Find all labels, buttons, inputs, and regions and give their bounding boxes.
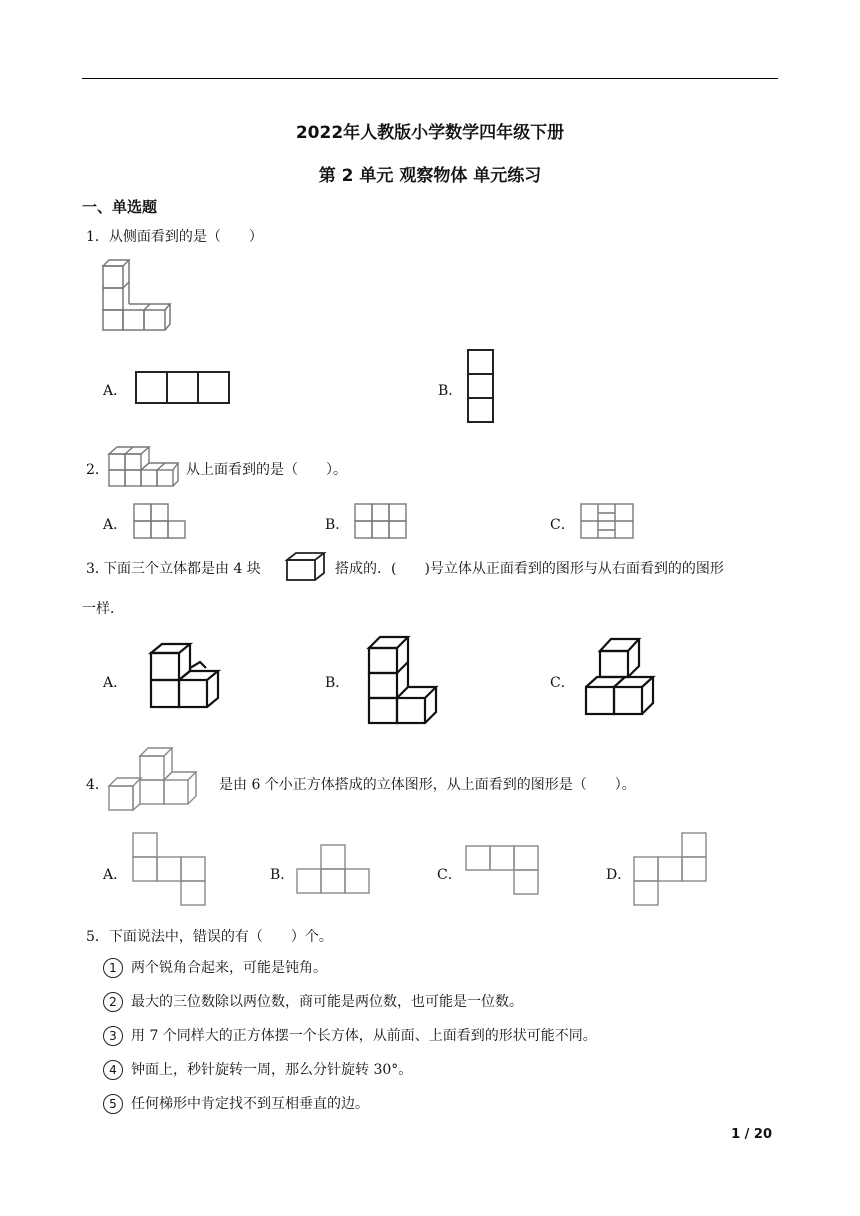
q4-option-d-figure[interactable] — [633, 832, 709, 908]
circled-number: 1 — [103, 958, 123, 978]
question-number: 5． — [86, 929, 109, 945]
q3-option-c-figure[interactable] — [583, 636, 663, 718]
page-number: 1 / 20 — [731, 1127, 772, 1142]
q4-solid-figure — [104, 742, 212, 816]
question-text: 下面说法中，错误的有（ ）个。 — [108, 929, 333, 945]
statement-3 — [103, 1025, 597, 1046]
header-rule — [82, 78, 778, 79]
q4-option-c-label[interactable]: C． — [437, 867, 462, 883]
question-text: 从侧面看到的是（ ） — [108, 229, 263, 245]
q3-option-b-label[interactable]: B． — [325, 675, 350, 691]
q2-option-c-label[interactable]: C． — [550, 517, 575, 533]
statement-1 — [103, 957, 327, 978]
q2-option-b-figure[interactable] — [354, 503, 410, 541]
q4-option-b-figure[interactable] — [296, 844, 372, 896]
question-3-text-line2: 一样． — [82, 601, 124, 617]
q4-option-b-label[interactable]: B． — [270, 867, 295, 883]
statement-text: 钟面上，秒针旋转一周，那么分针旋转 30°。 — [131, 1062, 413, 1078]
statement-5 — [103, 1093, 369, 1114]
statement-text: 两个锐角合起来，可能是钝角。 — [131, 960, 327, 976]
circled-number: 2 — [103, 992, 123, 1012]
statement-text: 用 7 个同样大的正方体摆一个长方体，从前面、上面看到的形状可能不同。 — [131, 1028, 597, 1044]
q1-option-b-figure[interactable] — [466, 348, 496, 426]
q1-solid-figure — [100, 258, 180, 334]
section-heading: 一、单选题 — [82, 198, 158, 216]
statement-text: 最大的三位数除以两位数，商可能是两位数，也可能是一位数。 — [131, 994, 523, 1010]
q1-option-a-figure[interactable] — [134, 370, 232, 406]
q3-option-c-label[interactable]: C． — [550, 675, 575, 691]
question-3-text-before: 下面三个立体都是由 4 块 — [103, 561, 261, 577]
statement-4 — [103, 1059, 412, 1080]
question-4-number: 4． — [86, 777, 109, 793]
statement-text: 任何梯形中肯定找不到互相垂直的边。 — [131, 1096, 369, 1112]
q3-option-b-figure[interactable] — [366, 634, 446, 726]
q3-option-a-label[interactable]: A． — [103, 675, 128, 691]
question-3-text-after: 搭成的．( )号立体从正面看到的图形与从右面看到的的图形 — [335, 561, 724, 577]
q2-option-b-label[interactable]: B． — [325, 517, 350, 533]
question-4-text: 是由 6 个小正方体搭成的立体图形，从上面看到的图形是（ ）。 — [219, 777, 636, 793]
circled-number: 5 — [103, 1094, 123, 1114]
page-subtitle: 第 2 单元 观察物体 单元练习 — [318, 166, 542, 186]
q2-option-a-figure[interactable] — [133, 503, 189, 541]
q2-solid-figure — [106, 443, 182, 491]
question-1 — [86, 226, 263, 246]
q4-option-a-figure[interactable] — [132, 832, 208, 908]
q4-option-a-label[interactable]: A． — [103, 867, 128, 883]
q1-option-b-label[interactable]: B． — [438, 383, 463, 399]
q4-option-d-label[interactable]: D． — [606, 867, 632, 883]
question-number: 1． — [86, 229, 109, 245]
q1-option-a-label[interactable]: A． — [103, 383, 128, 399]
q3-option-a-figure[interactable] — [148, 642, 228, 710]
page-title: 2022年人教版小学数学四年级下册 — [295, 123, 565, 143]
question-2-text: 从上面看到的是（ ）。 — [186, 462, 347, 478]
circled-number: 4 — [103, 1060, 123, 1080]
circled-number: 3 — [103, 1026, 123, 1046]
question-5 — [86, 926, 333, 946]
question-3-number: 3． — [86, 561, 109, 577]
question-2-number: 2． — [86, 462, 109, 478]
statement-2 — [103, 991, 523, 1012]
q2-option-c-figure[interactable] — [580, 503, 636, 541]
q4-option-c-figure[interactable] — [465, 845, 541, 897]
q2-option-a-label[interactable]: A． — [103, 517, 128, 533]
cube-icon — [285, 551, 327, 583]
